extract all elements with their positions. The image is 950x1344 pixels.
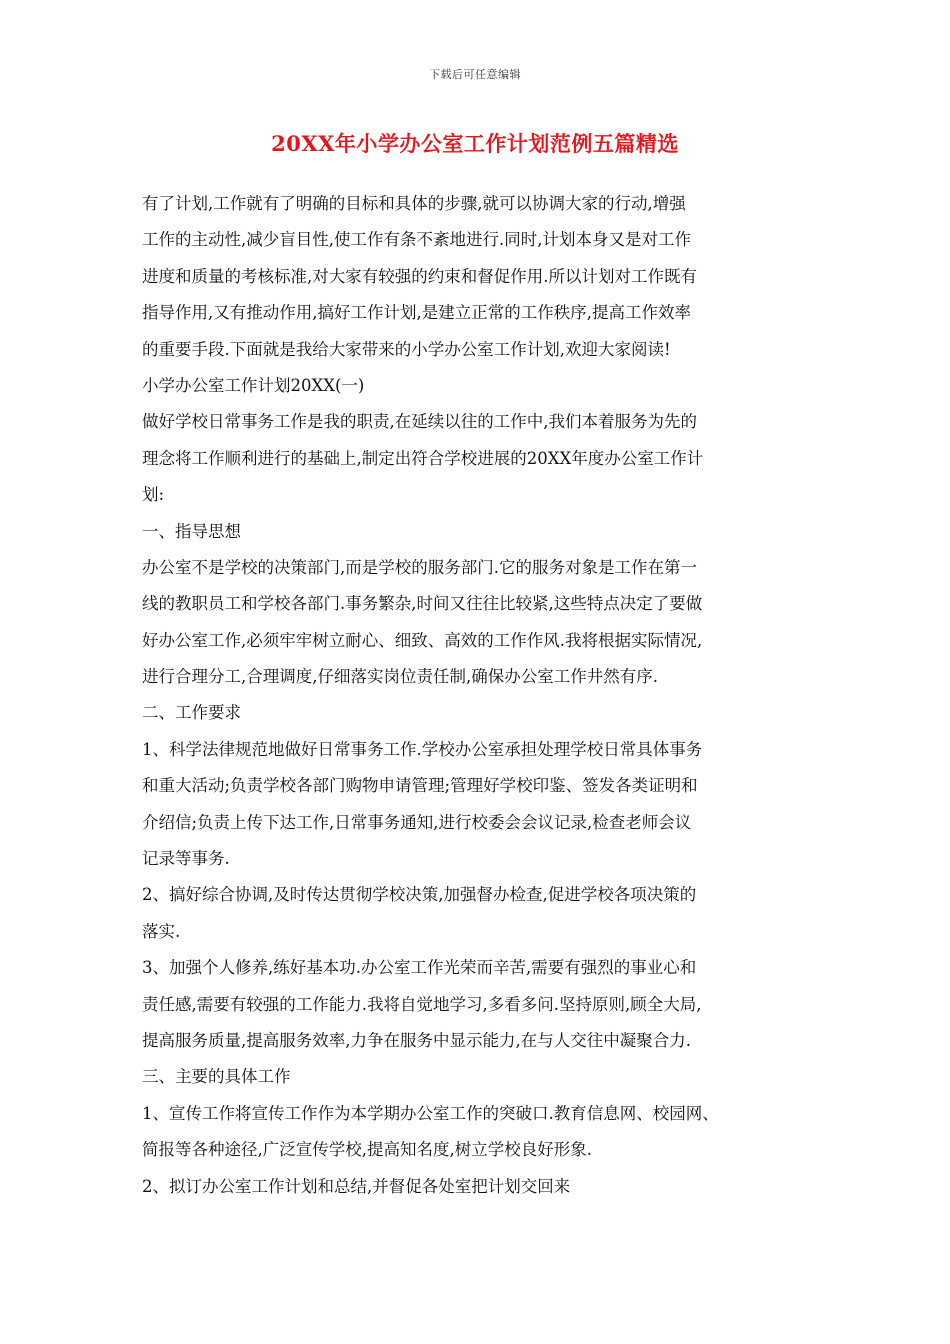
body-line: 2、搞好综合协调,及时传达贯彻学校决策,加强督办检查,促进学校各项决策的 (142, 885, 697, 905)
body-line: 落实. (142, 921, 181, 941)
body-line: 划: (142, 485, 165, 505)
body-line: 工作的主动性,减少盲目性,使工作有条不紊地进行.同时,计划本身又是对工作 (142, 230, 691, 250)
document-title: 20XX年小学办公室工作计划范例五篇精选 (271, 131, 679, 156)
body-line: 办公室不是学校的决策部门,而是学校的服务部门.它的服务对象是工作在第一 (142, 557, 697, 577)
body-line: 责任感,需要有较强的工作能力.我将自觉地学习,多看多问.坚持原则,顾全大局, (142, 994, 702, 1014)
body-line: 1、科学法律规范地做好日常事务工作.学校办公室承担处理学校日常具体事务 (142, 739, 703, 759)
section-heading: 小学办公室工作计划20XX(一) (142, 375, 365, 395)
body-line: 理念将工作顺利进行的基础上,制定出符合学校进展的20XX年度办公室工作计 (142, 448, 704, 468)
body-line: 有了计划,工作就有了明确的目标和具体的步骤,就可以协调大家的行动,增强 (142, 194, 686, 213)
header-note: 下载后可任意编辑 (429, 68, 521, 81)
body-line: 3、加强个人修养,练好基本功.办公室工作光荣而辛苦,需要有强烈的事业心和 (142, 958, 697, 978)
section-heading: 一、指导思想 (142, 521, 241, 541)
body-line: 简报等各种途径,广泛宣传学校,提高知名度,树立学校良好形象. (142, 1140, 592, 1160)
body-line: 指导作用,又有推动作用,搞好工作计划,是建立正常的工作秩序,提高工作效率 (142, 303, 691, 323)
body-line: 1、宣传工作将宣传工作作为本学期办公室工作的突破口.教育信息网、校园网、 (142, 1103, 719, 1123)
body-line: 介绍信;负责上传下达工作,日常事务通知,进行校委会会议记录,检查老师会议 (142, 812, 692, 832)
body-line: 进行合理分工,合理调度,仔细落实岗位责任制,确保办公室工作井然有序. (142, 667, 658, 687)
body-line: 线的教职员工和学校各部门.事务繁杂,时间又往往比较紧,这些特点决定了要做 (142, 594, 703, 614)
body-line: 记录等事务. (142, 849, 230, 869)
section-heading: 二、工作要求 (142, 703, 241, 723)
body-line: 做好学校日常事务工作是我的职责,在延续以往的工作中,我们本着服务为先的 (142, 412, 697, 432)
body-line: 的重要手段.下面就是我给大家带来的小学办公室工作计划,欢迎大家阅读! (142, 339, 671, 359)
body-line: 和重大活动;负责学校各部门购物申请管理;管理好学校印鉴、签发各类证明和 (142, 776, 698, 796)
body-line: 提高服务质量,提高服务效率,力争在服务中显示能力,在与人交往中凝聚合力. (142, 1030, 691, 1050)
body-line: 好办公室工作,必须牢牢树立耐心、细致、高效的工作作风.我将根据实际情况, (142, 630, 703, 650)
document-body (142, 186, 818, 1205)
body-line: 进度和质量的考核标准,对大家有较强的约束和督促作用.所以计划对工作既有 (142, 266, 697, 286)
body-line: 2、拟订办公室工作计划和总结,并督促各处室把计划交回来 (142, 1176, 571, 1196)
section-heading: 三、主要的具体工作 (142, 1067, 291, 1087)
